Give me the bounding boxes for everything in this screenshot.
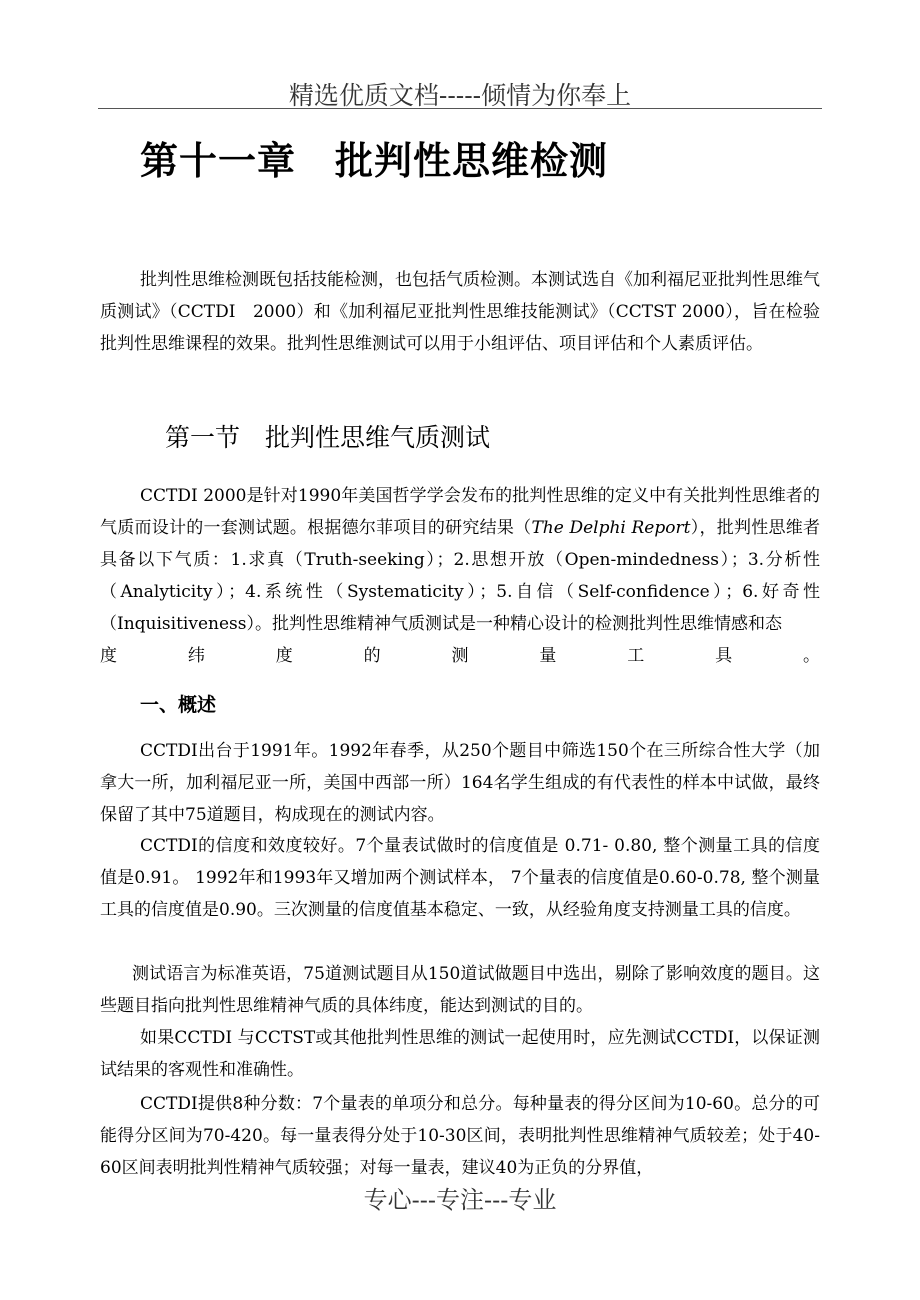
cctdi-text-after: ），批判性思维者具备以下气质：1.求真（Truth-seeking）；2.思想开放（Open-mindedness）；3.分析性（Analyticity）；4.系统性（Systematicity）；5.自信（Self-confidence）；6.好奇性（Inquisitiveness）。批判性思维精神气质测试是一种精心设计的检测批判性思维情感和态 (100, 518, 821, 634)
overview-paragraph: CCTDI出台于1991年。1992年春季，从250个题目中筛选150个在三所综合性大学（加拿大一所，加利福尼亚一所，美国中西部一所）164名学生组成的有代表性的样本中试做，最终保留了其中75道题目，构成现在的测试内容。 (100, 741, 820, 825)
section-title: 第一节 批判性思维气质测试 (165, 423, 491, 452)
header-divider (98, 108, 822, 109)
cctdi-text-before: CCTDI 2000是针对1990年美国哲学学会发布的批判性思维的定义中有关批判性思维者的气质而设计的一套测试题。根据德尔菲项目的研究结果（ (100, 486, 820, 538)
cctdi-paragraph (100, 480, 820, 672)
page-footer: 专心---专注---专业 (363, 1186, 557, 1214)
delphi-report-title: The Delphi Report (531, 518, 691, 538)
overview-paragraph: CCTDI的信度和效度较好。7个量表试做时的信度值是 0.71- 0.80, 整个测量工具的信度值是0.91。 1992年和1993年又增加两个测试样本， 7个量表的信度值是0.60-0.78, 整个测量工具的信度值是0.90。三次测量的信度值基本稳定、一致，从经验角度支持测量工具的信度。 (100, 836, 820, 920)
overview-paragraph: 测试语言为标准英语，75道测试题目从150道试做题目中选出，剔除了影响效度的题目。这些题目指向批判性思维精神气质的具体纬度，能达到测试的目的。 (100, 964, 820, 1016)
intro-paragraph: 批判性思维检测既包括技能检测，也包括气质检测。本测试选自《加利福尼亚批判性思维气质测试》（CCTDI 2000）和《加利福尼亚批判性思维技能测试》（CCTST 2000），旨在检验批判性思维课程的效果。批判性思维测试可以用于小组评估、项目评估和个人素质评估。 (100, 270, 820, 354)
overview-paragraph: CCTDI提供8种分数：7个量表的单项分和总分。每种量表的得分区间为10-60。总分的可能得分区间为70-420。每一量表得分处于10-30区间，表明批判性思维精神气质较差；处于40-60区间表明批判性精神气质较强；对每一量表，建议40为正负的分界值， (100, 1094, 820, 1178)
overview-paragraph: 如果CCTDI 与CCTST或其他批判性思维的测试一起使用时，应先测试CCTDI，以保证测试结果的客观性和准确性。 (100, 1028, 820, 1080)
overview-heading: 一、概述 (140, 694, 217, 716)
cctdi-text-tail: 度纬度的测量工具。 (100, 646, 820, 666)
page-header: 精选优质文档-----倾情为你奉上 (288, 81, 632, 110)
chapter-title: 第十一章 批判性思维检测 (140, 139, 609, 183)
